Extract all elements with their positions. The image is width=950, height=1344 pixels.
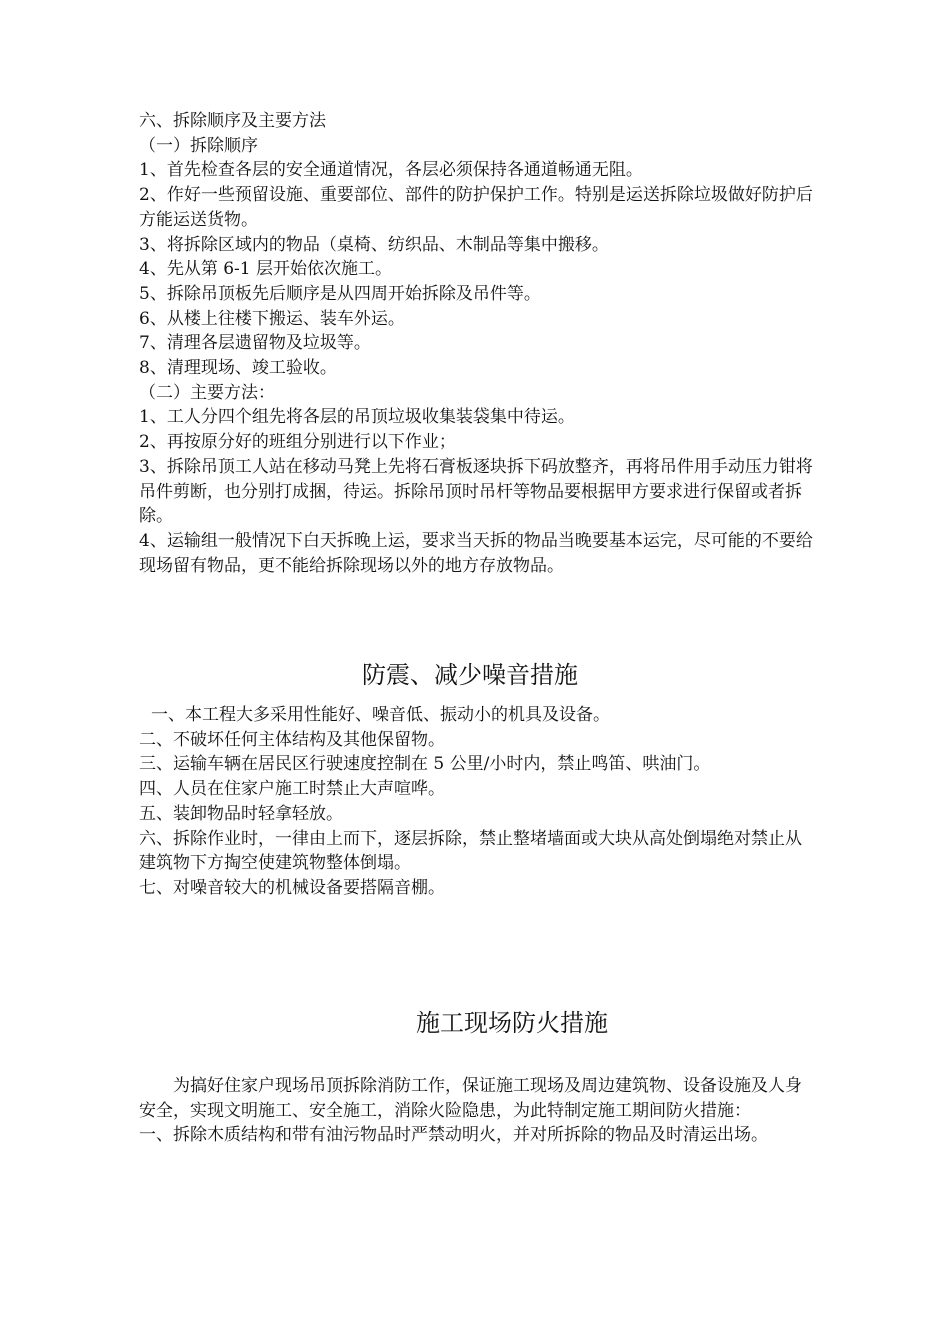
- list-item: 5、拆除吊顶板先后顺序是从四周开始拆除及吊件等。: [139, 283, 541, 304]
- section-noise: [139, 703, 815, 901]
- subsection-heading: （一）拆除顺序: [139, 135, 258, 156]
- list-item: 3、将拆除区域内的物品（桌椅、纺织品、木制品等集中搬移。: [139, 234, 609, 255]
- list-item: 1、工人分四个组先将各层的吊顶垃圾收集装袋集中待运。: [139, 407, 575, 428]
- section-title-fire: 施工现场防火措施: [416, 1009, 608, 1037]
- section-heading: 六、拆除顺序及主要方法: [139, 111, 326, 131]
- intro-paragraph: 为搞好住家户现场吊顶拆除消防工作，保证施工现场及周边建筑物、设备设施及人身安全，实现文明施工、安全施工，消除火险隐患，为此特制定施工期间防火措施：: [139, 1076, 802, 1121]
- list-item: 六、拆除作业时，一律由上而下，逐层拆除，禁止整堵墙面或大块从高处倒塌绝对禁止从建筑物下方掏空使建筑物整体倒塌。: [139, 828, 802, 874]
- list-item: 7、清理各层遗留物及垃圾等。: [139, 333, 371, 354]
- subsection-heading: （二）主要方法：: [139, 382, 275, 403]
- list-item: 二、不破坏任何主体结构及其他保留物。: [139, 729, 445, 750]
- section-demolition: [139, 109, 815, 578]
- list-item: 一、拆除木质结构和带有油污物品时严禁动明火，并对所拆除的物品及时清运出场。: [139, 1125, 768, 1146]
- list-item: 4、先从第 6-1 层开始依次施工。: [139, 259, 392, 280]
- list-item: 8、清理现场、竣工验收。: [139, 358, 337, 379]
- section-fire: [139, 1074, 815, 1148]
- list-item: 三、运输车辆在居民区行驶速度控制在 5 公里/小时内，禁止鸣笛、哄油门。: [139, 754, 711, 775]
- list-item: 2、再按原分好的班组分别进行以下作业；: [139, 432, 456, 453]
- list-item: 4、运输组一般情况下白天拆晚上运，要求当天拆的物品当晚要基本运完，尽可能的不要给现场留有物品，更不能给拆除现场以外的地方存放物品。: [139, 530, 813, 576]
- list-item: 1、首先检查各层的安全通道情况，各层必须保持各通道畅通无阻。: [139, 160, 643, 181]
- list-item: 七、对噪音较大的机械设备要搭隔音棚。: [139, 877, 445, 898]
- list-item: 五、装卸物品时轻拿轻放。: [139, 803, 343, 824]
- list-item: 3、拆除吊顶工人站在移动马凳上先将石膏板逐块拆下码放整齐，再将吊件用手动压力钳将吊件剪断，也分别打成捆，待运。拆除吊顶时吊杆等物品要根据甲方要求进行保留或者拆除。: [139, 456, 813, 527]
- list-item: 一、本工程大多采用性能好、噪音低、振动小的机具及设备。: [151, 705, 610, 725]
- list-item: 6、从楼上往楼下搬运、装车外运。: [139, 308, 405, 329]
- section-title-noise: 防震、减少噪音措施: [362, 661, 578, 689]
- list-item: 2、作好一些预留设施、重要部位、部件的防护保护工作。特别是运送拆除垃圾做好防护后方能运送货物。: [139, 185, 813, 230]
- list-item: 四、人员在住家户施工时禁止大声喧哗。: [139, 779, 445, 800]
